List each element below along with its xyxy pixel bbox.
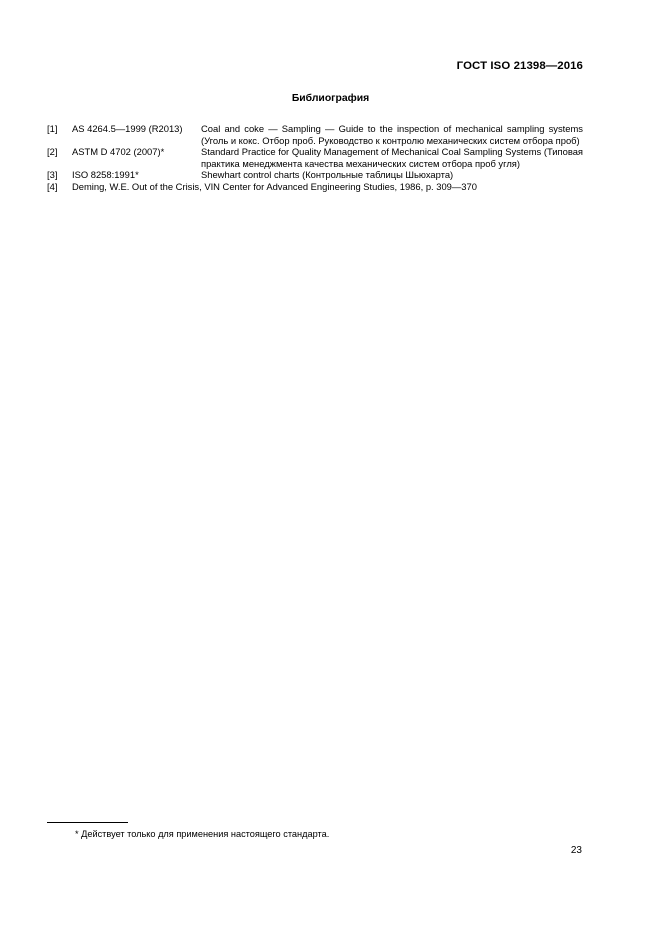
- bibliography-list: [47, 123, 583, 193]
- bibliography-entry: [47, 169, 583, 181]
- entry-number: [3]: [47, 169, 58, 181]
- document-code: ГОСТ ISO 21398—2016: [456, 60, 583, 72]
- bibliography-entry: [47, 146, 583, 169]
- entry-number: [1]: [47, 123, 58, 134]
- section-title: Библиография: [291, 93, 370, 104]
- bibliography-entry: [47, 181, 583, 193]
- entry-reference: ASTM D 4702 (2007)*: [72, 146, 165, 158]
- entry-description: Coal and coke — Sampling — Guide to the inspection of mechanical sampling systems (Уголь и кокс. Отбор проб. Руководство к контролю механических систем отбора проб): [201, 123, 583, 146]
- bibliography-entry: [47, 123, 583, 146]
- entry-description: Standard Practice for Quality Management of Mechanical Coal Sampling Systems (Типовая практика менеджмента качества механических систем отбора проб угля): [201, 146, 583, 169]
- footnote-separator: [47, 822, 128, 823]
- entry-reference: ISO 8258:1991*: [72, 169, 139, 181]
- footnote: * Действует только для применения настоящего стандарта.: [75, 829, 330, 839]
- page-number: 23: [570, 845, 582, 856]
- entry-number: [2]: [47, 146, 58, 158]
- entry-number: [4]: [47, 180, 58, 192]
- entry-reference: Deming, W.E. Out of the Crisis, VIN Center for Advanced Engineering Studies, 1986, p. 309—370: [72, 180, 477, 192]
- entry-description: Shewhart control charts (Контрольные таблицы Шьюхарта): [201, 169, 454, 181]
- entry-reference: AS 4264.5—1999 (R2013): [72, 123, 183, 134]
